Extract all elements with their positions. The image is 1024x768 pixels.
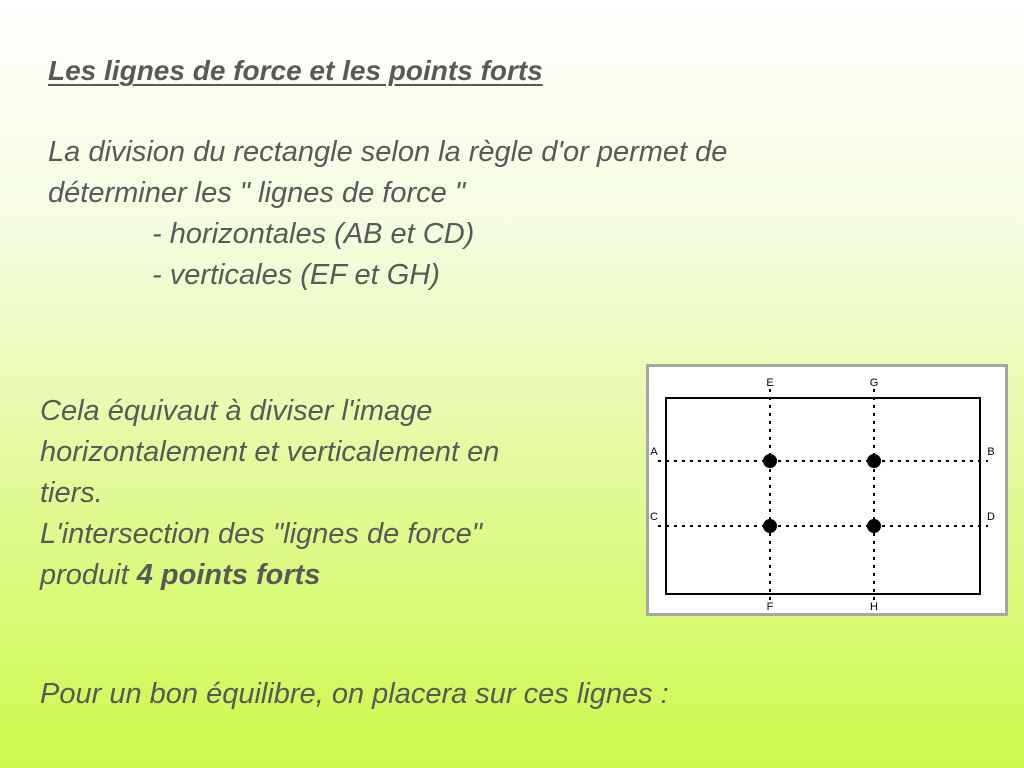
- explanation-line-1: Cela équivaut à diviser l'image: [40, 395, 433, 427]
- label-g: G: [869, 377, 879, 389]
- conclusion-text: Pour un bon équilibre, on placera sur ces lignes :: [40, 678, 669, 710]
- explanation-line-5: [40, 555, 499, 596]
- label-d: D: [987, 511, 995, 523]
- explanation-paragraph: [40, 391, 499, 596]
- explanation-line-3: tiers.: [40, 477, 103, 509]
- diagram-canvas: [649, 367, 1005, 613]
- list-item-vertical: - verticales (EF et GH): [152, 259, 440, 291]
- frame-rectangle: [666, 398, 980, 594]
- strong-point-top-left: [763, 454, 777, 468]
- list-item-horizontal: - horizontales (AB et CD): [152, 218, 475, 250]
- label-c: C: [650, 511, 658, 523]
- explanation-line-5-prefix: produit: [40, 559, 137, 591]
- slide-title: Les lignes de force et les points forts: [48, 55, 543, 86]
- label-f: F: [766, 601, 774, 613]
- label-e: E: [766, 377, 774, 389]
- rule-of-thirds-diagram: [646, 364, 1008, 616]
- label-h: H: [870, 601, 878, 613]
- explanation-line-2: horizontalement et verticalement en: [40, 436, 500, 468]
- explanation-line-4: L'intersection des "lignes de force": [40, 518, 483, 550]
- label-a: A: [650, 446, 658, 458]
- label-b: B: [987, 446, 995, 458]
- intro-line-2: déterminer les " lignes de force ": [48, 177, 466, 209]
- intro-paragraph: [48, 132, 727, 296]
- strong-point-bottom-left: [763, 519, 777, 533]
- strong-point-top-right: [867, 454, 881, 468]
- strong-points-emphasis: 4 points forts: [136, 559, 321, 591]
- strong-point-bottom-right: [867, 519, 881, 533]
- intro-line-1: La division du rectangle selon la règle d'or permet de: [48, 136, 728, 168]
